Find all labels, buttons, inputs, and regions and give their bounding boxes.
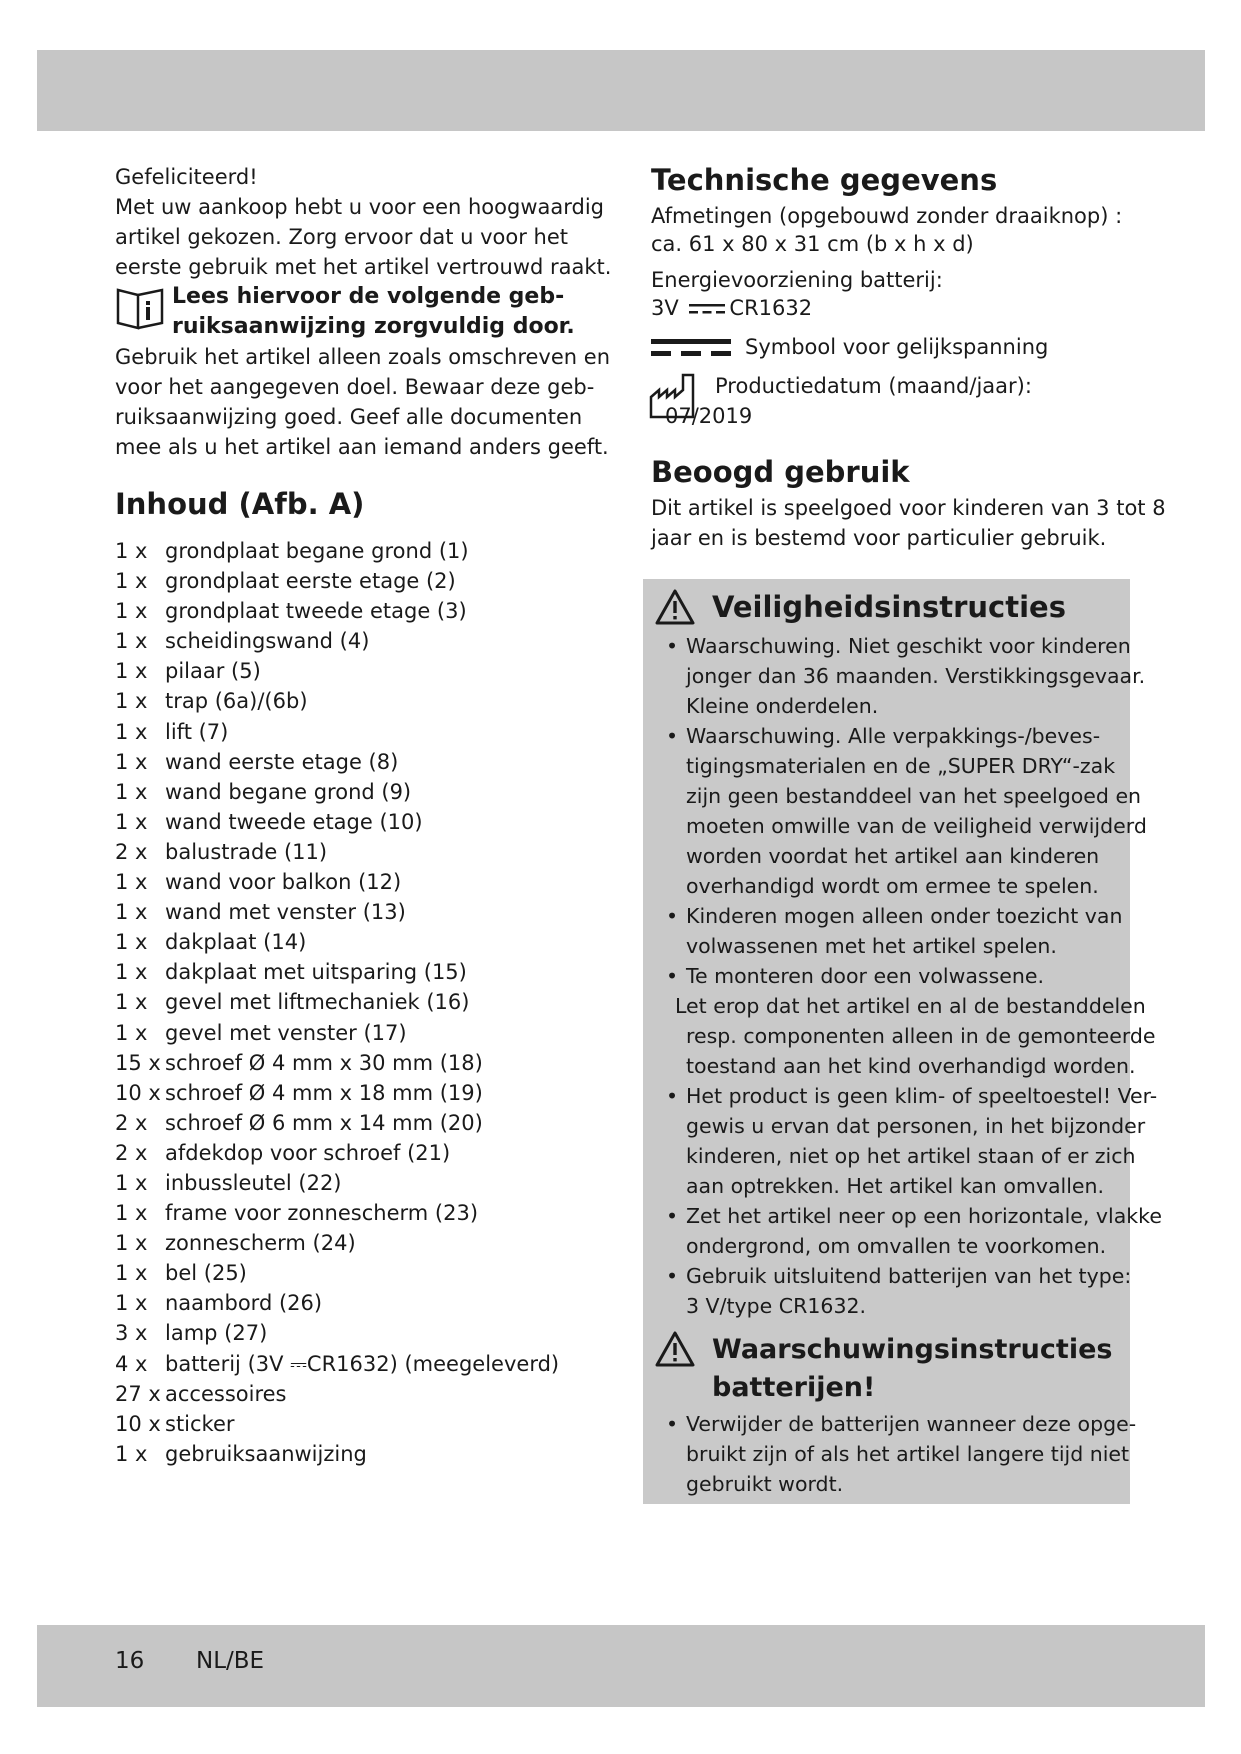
- read-manual-note: [115, 282, 605, 342]
- item-quantity: 1 x: [115, 930, 148, 955]
- item-text: schroef Ø 4 mm x 18 mm (19): [165, 1080, 483, 1105]
- item-quantity: 1 x: [115, 689, 148, 714]
- item-quantity: 1 x: [115, 900, 148, 925]
- item-quantity: 1 x: [115, 960, 148, 985]
- battery-voltage: 3V: [651, 296, 679, 320]
- bullet-dot: •: [666, 1204, 679, 1228]
- bullet-item: [655, 1261, 1132, 1321]
- dc-symbol-icon: [651, 338, 731, 360]
- list-item: [115, 777, 605, 807]
- list-item: [115, 1198, 605, 1228]
- production-label: Productiedatum (maand/jaar):: [715, 374, 1032, 398]
- item-text: inbussleutel (22): [165, 1170, 342, 1195]
- bullet-line: overhandigd wordt om ermee te spelen.: [686, 874, 1099, 898]
- bullet-dot: •: [666, 634, 679, 658]
- intended-use-line: Dit artikel is speelgoed voor kinderen van 3 tot 8: [651, 496, 1166, 520]
- list-item: [115, 1379, 605, 1409]
- safety-bullets-more: [655, 1081, 1162, 1321]
- bullet-line: moeten omwille van de veiligheid verwijderd: [686, 814, 1147, 838]
- item-text: wand begane grond (9): [165, 779, 412, 804]
- item-text: pilaar (5): [165, 659, 261, 684]
- safety-bullets: [655, 631, 1147, 991]
- safety-content: [655, 589, 1162, 1499]
- bullet-line: tigingsmaterialen en de „SUPER DRY“-zak: [686, 754, 1116, 778]
- item-quantity: 1 x: [115, 1201, 148, 1226]
- bullet-item: [655, 1409, 1137, 1499]
- bullet-line: bruikt zijn of als het artikel langere tijd niet: [686, 1442, 1130, 1466]
- item-quantity: 3 x: [115, 1321, 148, 1346]
- intro-line: Gefeliciteerd!: [115, 165, 258, 189]
- warning-triangle-icon: [655, 1331, 695, 1367]
- usage-text: [115, 342, 610, 462]
- bullet-dot: •: [666, 1412, 679, 1436]
- dc-symbol-label: Symbool voor gelijkspanning: [745, 335, 1049, 359]
- item-quantity: 1 x: [115, 809, 148, 834]
- bullet-line: gewis u ervan dat personen, in het bijzonder: [686, 1114, 1146, 1138]
- list-item: [115, 1168, 605, 1198]
- list-item: [115, 957, 605, 987]
- dimensions-text: [651, 202, 1131, 258]
- bullet-line: Waarschuwing. Alle verpakkings-/beves-: [686, 724, 1101, 748]
- note-line: toestand aan het kind overhandigd worden.: [686, 1054, 1136, 1078]
- bullet-line: Kleine onderdelen.: [686, 694, 879, 718]
- item-quantity: 1 x: [115, 990, 148, 1015]
- item-text: dakplaat met uitsparing (15): [165, 960, 467, 985]
- list-item: [115, 897, 605, 927]
- item-quantity: 1 x: [115, 870, 148, 895]
- bullet-dot: •: [666, 904, 679, 928]
- item-quantity: 1 x: [115, 1261, 148, 1286]
- list-item: [115, 927, 605, 957]
- item-quantity: 1 x: [115, 539, 148, 563]
- safety-box: [643, 579, 1162, 1504]
- item-text: grondplaat eerste etage (2): [165, 569, 456, 594]
- intro-line: Met uw aankoop hebt u voor een hoogwaardig: [115, 195, 604, 219]
- list-item: [115, 626, 605, 656]
- intro-text: [115, 162, 612, 282]
- item-quantity: 1 x: [115, 1441, 148, 1466]
- list-item: [115, 867, 605, 897]
- item-text: grondplaat begane grond (1): [165, 539, 469, 563]
- bullet-item: [655, 631, 1146, 721]
- battery-warning-heading-line: batterijen!: [712, 1372, 876, 1403]
- usage-line: Gebruik het artikel alleen zoals omschreven en: [115, 345, 610, 369]
- bullet-line: Gebruik uitsluitend batterijen van het type:: [686, 1264, 1132, 1288]
- bullet-item: [655, 901, 1125, 961]
- bullet-dot: •: [666, 724, 679, 748]
- safety-header: [655, 589, 1125, 625]
- item-quantity: 2 x: [115, 1140, 148, 1165]
- bullet-line: kinderen, niet op het artikel staan of er zich: [686, 1144, 1136, 1168]
- item-text: frame voor zonnescherm (23): [165, 1201, 479, 1226]
- bullet-line: Het product is geen klim- of speeltoestel! Ver-: [686, 1084, 1158, 1108]
- battery-warning-header: [655, 1331, 1125, 1407]
- intended-use-heading: Beoogd gebruik: [651, 455, 910, 489]
- bullet-line: zijn geen bestanddeel van het speelgoed en: [686, 784, 1142, 808]
- bullet-line: Waarschuwing. Niet geschikt voor kinderen: [686, 634, 1131, 658]
- item-text: wand tweede etage (10): [165, 809, 423, 834]
- item-text: dakplaat (14): [165, 930, 307, 955]
- usage-line: ruiksaanwijzing goed. Geef alle documenten: [115, 405, 583, 429]
- list-item: [115, 1108, 605, 1138]
- item-quantity: 1 x: [115, 599, 148, 624]
- dc-current-icon: [687, 302, 727, 316]
- item-quantity: 1 x: [115, 779, 148, 804]
- bullet-line: volwassenen met het artikel spelen.: [686, 934, 1057, 958]
- bullet-dot: •: [666, 1084, 679, 1108]
- item-quantity: 10 x: [115, 1411, 161, 1436]
- list-item: [115, 1349, 605, 1379]
- bullet-item: [655, 1081, 1158, 1201]
- item-text: wand eerste etage (8): [165, 749, 399, 774]
- page-number: 16: [115, 1648, 145, 1674]
- bullet-line: Kinderen mogen alleen onder toezicht van: [686, 904, 1123, 928]
- item-quantity: 1 x: [115, 1231, 148, 1256]
- list-item: [115, 1138, 605, 1168]
- intro-line: artikel gekozen. Zorg ervoor dat u voor het: [115, 225, 569, 249]
- item-text: naambord (26): [165, 1291, 323, 1316]
- list-item: [115, 807, 605, 837]
- bullet-line: gebruikt wordt.: [686, 1472, 844, 1496]
- battery-spec: [651, 266, 1131, 322]
- item-text: lamp (27): [165, 1321, 268, 1346]
- item-text: afdekdop voor schroef (21): [165, 1140, 451, 1165]
- item-quantity: 10 x: [115, 1080, 161, 1105]
- battery-spec-line: [651, 294, 1131, 322]
- safety-note: [655, 991, 1156, 1081]
- battery-warning-heading: [712, 1331, 1112, 1407]
- bullet-line: ondergrond, om omvallen te voorkomen.: [686, 1234, 1107, 1258]
- note-line: resp. componenten alleen in de gemonteerde: [686, 1024, 1156, 1048]
- intended-use-line: jaar en is bestemd voor particulier gebruik.: [651, 526, 1107, 550]
- item-quantity: 4 x: [115, 1351, 148, 1376]
- bullet-line: Te monteren door een volwassene.: [686, 964, 1044, 988]
- warning-triangle-icon: [655, 589, 695, 625]
- contents-list: [115, 536, 605, 1469]
- item-text: schroef Ø 6 mm x 14 mm (20): [165, 1110, 483, 1135]
- item-text: sticker: [165, 1411, 235, 1436]
- note-line: ruiksaanwijzing zorgvuldig door.: [172, 314, 575, 339]
- item-text: scheidingswand (4): [165, 629, 370, 654]
- item-quantity: 2 x: [115, 839, 148, 864]
- item-quantity: 15 x: [115, 1050, 161, 1075]
- item-text: accessoires: [165, 1381, 287, 1406]
- list-item: [115, 1258, 605, 1288]
- list-item: [115, 1439, 605, 1469]
- list-item: [115, 686, 605, 716]
- item-text: grondplaat tweede etage (3): [165, 599, 467, 624]
- intended-use-text: [651, 493, 1166, 553]
- item-text: schroef Ø 4 mm x 30 mm (18): [165, 1050, 483, 1075]
- dc-symbol-row: [651, 332, 1131, 362]
- item-text: wand voor balkon (12): [165, 870, 402, 895]
- battery-type: CR1632: [729, 296, 813, 320]
- bullet-line: jonger dan 36 maanden. Verstikkingsgevaar.: [686, 664, 1146, 688]
- right-column: [651, 162, 1166, 553]
- locale-label: NL/BE: [196, 1648, 265, 1674]
- item-quantity: 2 x: [115, 1110, 148, 1135]
- note-line: Lees hiervoor de volgende geb-: [172, 284, 565, 309]
- list-item: [115, 656, 605, 686]
- item-text: gevel met liftmechaniek (16): [165, 990, 470, 1015]
- left-column: [115, 162, 612, 1469]
- bullet-line: aan optrekken. Het artikel kan omvallen.: [686, 1174, 1105, 1198]
- dimensions-line: Afmetingen (opgebouwd zonder draaiknop) :: [651, 204, 1123, 228]
- contents-heading: Inhoud (Afb. A): [115, 487, 365, 521]
- item-text: balustrade (11): [165, 839, 328, 864]
- item-quantity: 1 x: [115, 749, 148, 774]
- list-item: [115, 747, 605, 777]
- intro-line: eerste gebruik met het artikel vertrouwd raakt.: [115, 255, 612, 279]
- bullet-dot: •: [666, 964, 679, 988]
- item-quantity: 1 x: [115, 1170, 148, 1195]
- header-band: [37, 50, 1205, 131]
- battery-warning-bullets: [655, 1409, 1137, 1499]
- bullet-item: [655, 1201, 1162, 1261]
- manual-info-icon: [115, 286, 167, 330]
- list-item: [115, 596, 605, 626]
- technical-heading: Technische gegevens: [651, 163, 998, 197]
- item-quantity: 1 x: [115, 1291, 148, 1316]
- list-item: [115, 1078, 605, 1108]
- item-quantity: 1 x: [115, 659, 148, 684]
- production-date: 07/2019: [665, 404, 753, 428]
- list-item: [115, 1018, 605, 1048]
- battery-warning-heading-line: Waarschuwingsinstructies: [712, 1334, 1113, 1365]
- list-item: [115, 1409, 605, 1439]
- bullet-dot: •: [666, 1264, 679, 1288]
- item-quantity: 1 x: [115, 719, 148, 744]
- list-item: [115, 536, 605, 566]
- item-text: trap (6a)/(6b): [165, 689, 308, 714]
- item-quantity: 1 x: [115, 1020, 148, 1045]
- list-item: [115, 1288, 605, 1318]
- usage-line: mee als u het artikel aan iemand anders geeft.: [115, 435, 609, 459]
- list-item: [115, 566, 605, 596]
- bullet-line: worden voordat het artikel aan kinderen: [686, 844, 1100, 868]
- dimensions-line: ca. 61 x 80 x 31 cm (b x h x d): [651, 232, 974, 256]
- item-text: bel (25): [165, 1261, 247, 1286]
- bullet-item: [655, 721, 1147, 901]
- list-item: [115, 1048, 605, 1078]
- safety-heading: Veiligheidsinstructies: [712, 590, 1066, 624]
- list-item: [115, 717, 605, 747]
- bullet-line: Zet het artikel neer op een horizontale, vlakke: [686, 1204, 1162, 1228]
- item-text: wand met venster (13): [165, 900, 406, 925]
- list-item: [115, 1228, 605, 1258]
- production-date-row: [651, 371, 1131, 431]
- item-text: lift (7): [165, 719, 229, 744]
- bullet-line: 3 V/type CR1632.: [686, 1294, 867, 1318]
- note-line: Let erop dat het artikel en al de bestanddelen: [675, 994, 1146, 1018]
- item-quantity: 1 x: [115, 629, 148, 654]
- item-text: gevel met venster (17): [165, 1020, 407, 1045]
- item-text: zonnescherm (24): [165, 1231, 356, 1256]
- bullet-line: Verwijder de batterijen wanneer deze opge-: [686, 1412, 1137, 1436]
- list-item: [115, 837, 605, 867]
- item-text: batterij (3V ⎓CR1632) (meegeleverd): [165, 1351, 560, 1376]
- item-text: gebruiksaanwijzing: [165, 1441, 367, 1466]
- battery-label: Energievoorziening batterij:: [651, 268, 943, 292]
- item-quantity: 1 x: [115, 569, 148, 594]
- list-item: [115, 987, 605, 1017]
- list-item: [115, 1318, 605, 1348]
- bullet-item: [655, 961, 1125, 991]
- item-quantity: 27 x: [115, 1381, 161, 1406]
- usage-line: voor het aangegeven doel. Bewaar deze geb-: [115, 375, 595, 399]
